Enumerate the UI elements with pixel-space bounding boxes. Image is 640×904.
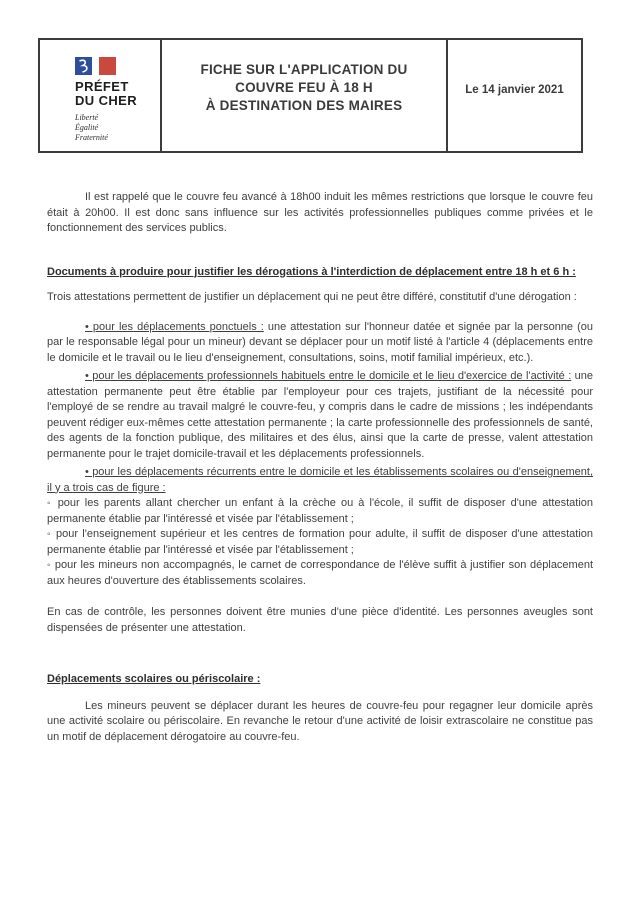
document-title — [162, 40, 448, 151]
subbullet-text: pour l'enseignement supérieur et les centres de formation pour adulte, il suffit de disposer d'une attestation permanente établie par l'intéressé et visée par l'établissement ; — [47, 528, 593, 556]
title-line-2: COUVRE FEU À 18 H — [235, 80, 373, 95]
bullet-text: une attestation permanente peut être établie par l'employeur pour ces trajets, justifiant de la nécessité pour l'employé de se rendre au travail malgré le couvre-feu, y compris dans le cadre de missions ; les indépendants peuvent rédiger eux-mêmes cette attestation permanente ; la carte professionnelle des professionnels de santé, des agents de la fonction publique, des militaires et des élus, ainsi que la carte de presse, valent attestation permanente pour le trajet domicile-travail et les déplacements professionnels. — [47, 370, 593, 460]
document-body — [47, 190, 593, 745]
subbullet-parents — [47, 496, 593, 527]
bullet-text: une attestation sur l'honneur datée et signée par la personne (ou par le responsable légal pour un mineur) devant se déplacer pour un motif listé à l'article 4 (déplacements entre le domicile et le travail ou le lieu d'enseignement, consultations, soins, motif familial impérieux, etc.). — [47, 320, 594, 364]
document-date-cell — [448, 40, 581, 151]
subbullet-enseignement-superieur — [47, 527, 593, 558]
circle-bullet-marker: ◦ — [47, 498, 53, 509]
section-heading-scolaires: Déplacements scolaires ou périscolaire : — [47, 673, 261, 685]
title-line-3: À DESTINATION DES MAIRES — [205, 98, 403, 113]
control-note-paragraph: En cas de contrôle, les personnes doivent être munies d'une pièce d'identité. Les personnes aveugles sont dispensées de présenter une attestation. — [47, 606, 593, 634]
intro-paragraph: Il est rappelé que le couvre feu avancé à 18h00 induit les mêmes restrictions que lorsque le couvre feu était à 20h00. Il est donc sans influence sur les activités professionnelles publiques comme privées et le fonctionnement des services publics. — [47, 191, 593, 234]
bullet-lead: • pour les déplacements récurrents entre le domicile et les établissements scolaires ou d'enseignement, il y a trois cas de figure : — [47, 466, 593, 494]
french-flag-icon — [75, 57, 117, 76]
motto-egalite: Égalité — [75, 123, 99, 132]
title-line-1: FICHE SUR L'APPLICATION DU — [200, 62, 408, 77]
bullet-deplacements-ponctuels — [47, 320, 593, 367]
motto-liberte: Liberté — [75, 113, 99, 122]
prefet-logo-block — [40, 40, 162, 151]
bullet-deplacements-recurrents — [47, 465, 593, 496]
circle-bullet-marker: ◦ — [47, 529, 52, 540]
section1-intro-paragraph: Trois attestations permettent de justifier un déplacement qui ne peut être différé, constitutif d'une dérogation : — [47, 291, 577, 303]
header-table — [38, 38, 583, 153]
document-date: Le 14 janvier 2021 — [465, 83, 564, 96]
prefet-name-line1: PRÉFET — [75, 79, 129, 94]
motto-fraternite: Fraternité — [75, 133, 108, 142]
subbullet-text: pour les parents allant chercher un enfant à la crèche ou à l'école, il suffit de disposer d'une attestation permanente établie par l'intéressé et visée par l'établissement ; — [47, 497, 594, 525]
bullet-lead: • pour les déplacements ponctuels : — [85, 320, 264, 333]
section-heading-documents: Documents à produire pour justifier les dérogations à l'interdiction de déplacement entre 18 h et 6 h : — [47, 265, 576, 278]
motto — [75, 113, 160, 143]
section2-paragraph: Les mineurs peuvent se déplacer durant les heures de couvre-feu pour regagner leur domicile après une activité scolaire ou périscolaire. En revanche le retour d'une activité de loisir extrascolaire ne constitue pas un motif de déplacement dérogatoire au couvre-feu. — [47, 699, 593, 743]
bullet-lead: • pour les déplacements professionnels habituels entre le domicile et le lieu d'exercice de l'activité : — [85, 370, 572, 382]
subbullet-mineurs — [47, 558, 593, 589]
prefet-name — [75, 80, 160, 108]
circle-bullet-marker: ◦ — [47, 560, 52, 571]
bullet-deplacements-professionnels — [47, 369, 593, 462]
subbullet-text: pour les mineurs non accompagnés, le carnet de correspondance de l'élève suffit à justifier son déplacement aux heures d'ouverture des établissements scolaires. — [47, 559, 594, 587]
prefet-name-line2: DU CHER — [75, 93, 138, 108]
